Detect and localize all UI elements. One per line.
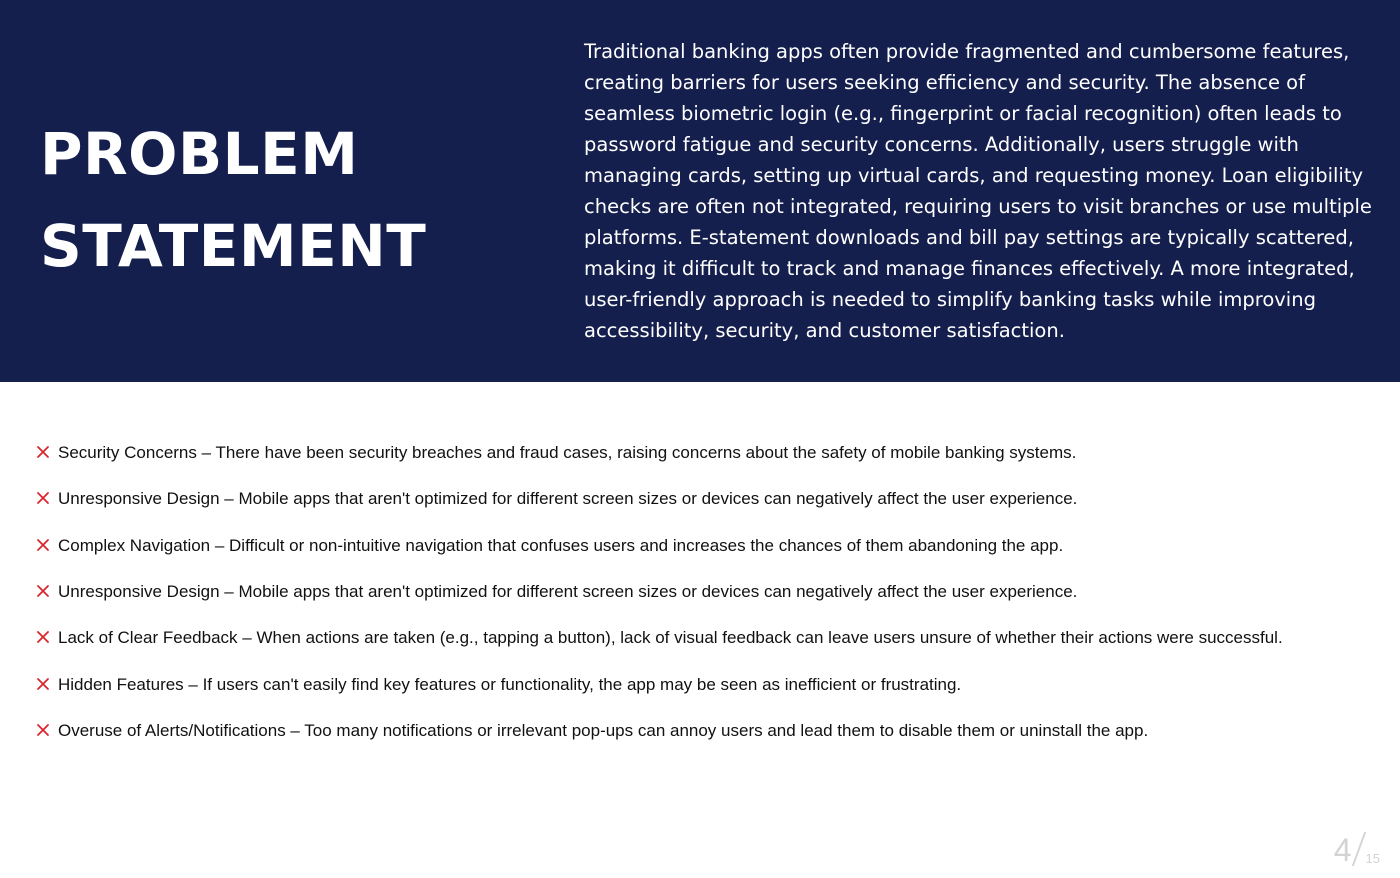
x-mark-icon	[36, 538, 50, 552]
issue-item-complex-navigation	[36, 523, 1386, 569]
page-current: 4	[1333, 832, 1352, 868]
issue-text: Unresponsive Design – Mobile apps that aren't optimized for different screen sizes or devices can negatively affect the user experience.	[58, 489, 1078, 509]
page-title	[40, 108, 426, 292]
issue-item-unresponsive-design	[36, 476, 1386, 522]
page-separator	[1351, 832, 1365, 866]
issue-text: Overuse of Alerts/Notifications – Too many notifications or irrelevant pop-ups can annoy users and lead them to disable them or uninstall the app.	[58, 720, 1149, 740]
page-number	[1334, 832, 1380, 866]
issues-list	[36, 430, 1386, 754]
title-line-2: STATEMENT	[40, 212, 427, 280]
problem-description: Traditional banking apps often provide fragmented and cumbersome features, creating barriers for users seeking efficiency and security. The absence of seamless biometric login (e.g., fingerprint or facial recognition) often leads to password fatigue and security concerns. Additionally, users struggle with managing cards, setting up virtual cards, and requesting money. Loan eligibility checks are often not integrated, requiring users to visit branches or use multiple platforms. E-statement downloads and bill pay settings are typically scattered, making it difficult to track and manage finances effectively. A more integrated, user-friendly approach is needed to simplify banking tasks while improving accessibility, security, and customer satisfaction.	[584, 40, 1372, 342]
issue-item-overuse-of-alerts	[36, 708, 1386, 754]
page-total: 15	[1365, 851, 1380, 866]
issue-text: Complex Navigation – Difficult or non-intuitive navigation that confuses users and increases the chances of them abandoning the app.	[58, 535, 1064, 555]
title-line-1: PROBLEM	[40, 120, 359, 188]
x-mark-icon	[36, 630, 50, 644]
issue-item-unresponsive-design-2	[36, 569, 1386, 615]
x-mark-icon	[36, 445, 50, 459]
x-mark-icon	[36, 677, 50, 691]
x-mark-icon	[36, 491, 50, 505]
x-mark-icon	[36, 584, 50, 598]
problem-statement-banner	[0, 0, 1400, 382]
issue-text: Hidden Features – If users can't easily find key features or functionality, the app may be seen as inefficient or frustrating.	[58, 674, 962, 694]
issue-item-hidden-features	[36, 661, 1386, 707]
issue-text: Lack of Clear Feedback – When actions are taken (e.g., tapping a button), lack of visual feedback can leave users unsure of whether their actions were successful.	[58, 628, 1283, 648]
issue-text: Security Concerns – There have been security breaches and fraud cases, raising concerns about the safety of mobile banking systems.	[58, 443, 1077, 463]
issue-item-security-concerns	[36, 430, 1386, 476]
x-mark-icon	[36, 723, 50, 737]
issue-item-lack-of-clear-feedback	[36, 615, 1386, 661]
issue-text: Unresponsive Design – Mobile apps that aren't optimized for different screen sizes or devices can negatively affect the user experience.	[58, 582, 1078, 602]
